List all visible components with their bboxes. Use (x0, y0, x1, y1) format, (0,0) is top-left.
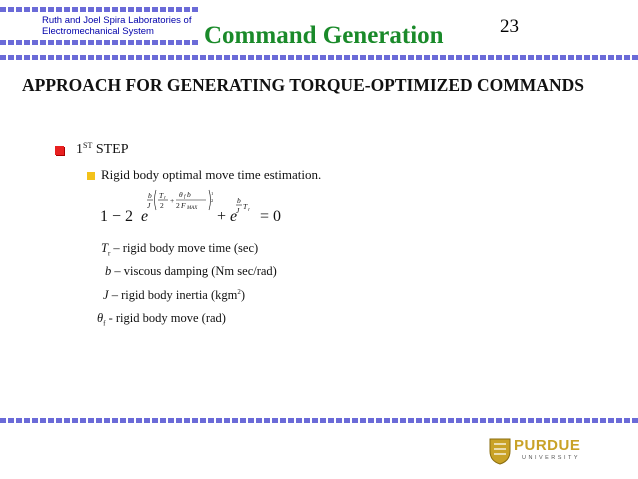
section-heading: APPROACH FOR GENERATING TORQUE-OPTIMIZED COMMANDS (22, 75, 584, 95)
svg-text:2: 2 (160, 201, 164, 210)
step-number: 1 (76, 142, 83, 157)
definition-text: – viscous damping (Nm sec/rad) (114, 264, 277, 278)
svg-text:b: b (148, 191, 152, 200)
step-text: STEP (95, 142, 129, 157)
footer-separator (0, 418, 638, 423)
slide-title: Command Generation (204, 22, 444, 49)
definition-text: – rigid body inertia (kgm (111, 288, 238, 303)
svg-text:2: 2 (176, 201, 180, 210)
svg-text:r: r (164, 196, 166, 201)
svg-text:= 0: = 0 (260, 208, 282, 225)
step-label (76, 141, 129, 158)
svg-text:F: F (181, 201, 186, 210)
svg-text:2: 2 (211, 198, 214, 203)
purdue-logo: PURDUE (514, 437, 581, 454)
symbol-J: J (103, 288, 109, 303)
svg-text:1: 1 (211, 191, 214, 196)
svg-text:T: T (159, 191, 164, 200)
yellow-square-bullet-icon (87, 172, 95, 180)
lab-name: Ruth and Joel Spira Laboratories of Electromechanical System (42, 15, 192, 37)
subscript-r: r (107, 249, 111, 258)
symbol-T: T (101, 241, 108, 255)
superscript-2: 2 (237, 288, 241, 296)
header-dashes-bottom (0, 40, 200, 45)
definition-text: - rigid body move (rad) (108, 311, 226, 325)
svg-text:b: b (187, 190, 191, 199)
definition-inertia (103, 288, 245, 303)
svg-text:r: r (248, 208, 250, 213)
svg-text:f: f (184, 195, 186, 200)
title-separator (0, 55, 638, 60)
step-superscript: ST (83, 141, 93, 150)
svg-text:J: J (147, 201, 151, 210)
svg-text:T: T (243, 202, 248, 211)
definition-move (97, 311, 226, 328)
subscript-f: f (103, 319, 106, 328)
svg-text:MAX: MAX (187, 206, 198, 211)
svg-text:J: J (236, 206, 240, 215)
symbol-theta: θ (97, 311, 104, 325)
red-square-bullet-icon (55, 146, 64, 155)
svg-text:+: + (217, 208, 227, 225)
purdue-logo-subtext: UNIVERSITY (522, 455, 581, 461)
symbol-b: b (105, 264, 112, 278)
svg-text:b: b (237, 196, 241, 205)
sub-bullet-text: Rigid body optimal move time estimation. (101, 167, 322, 182)
definition-move-time (101, 241, 258, 258)
slide-number: 23 (500, 16, 519, 37)
definition-text: – rigid body move time (sec) (113, 241, 259, 255)
svg-text:e: e (230, 208, 238, 225)
definition-tail: ) (240, 288, 246, 303)
header-dashes-top (0, 7, 200, 12)
svg-text:+: + (170, 196, 175, 205)
equation-term-one: 1 − 2 (100, 208, 134, 225)
move-time-equation (96, 186, 326, 232)
definition-damping (105, 264, 277, 279)
svg-text:e: e (141, 208, 149, 225)
svg-text:θ: θ (179, 190, 183, 199)
purdue-crest-icon (488, 437, 512, 465)
